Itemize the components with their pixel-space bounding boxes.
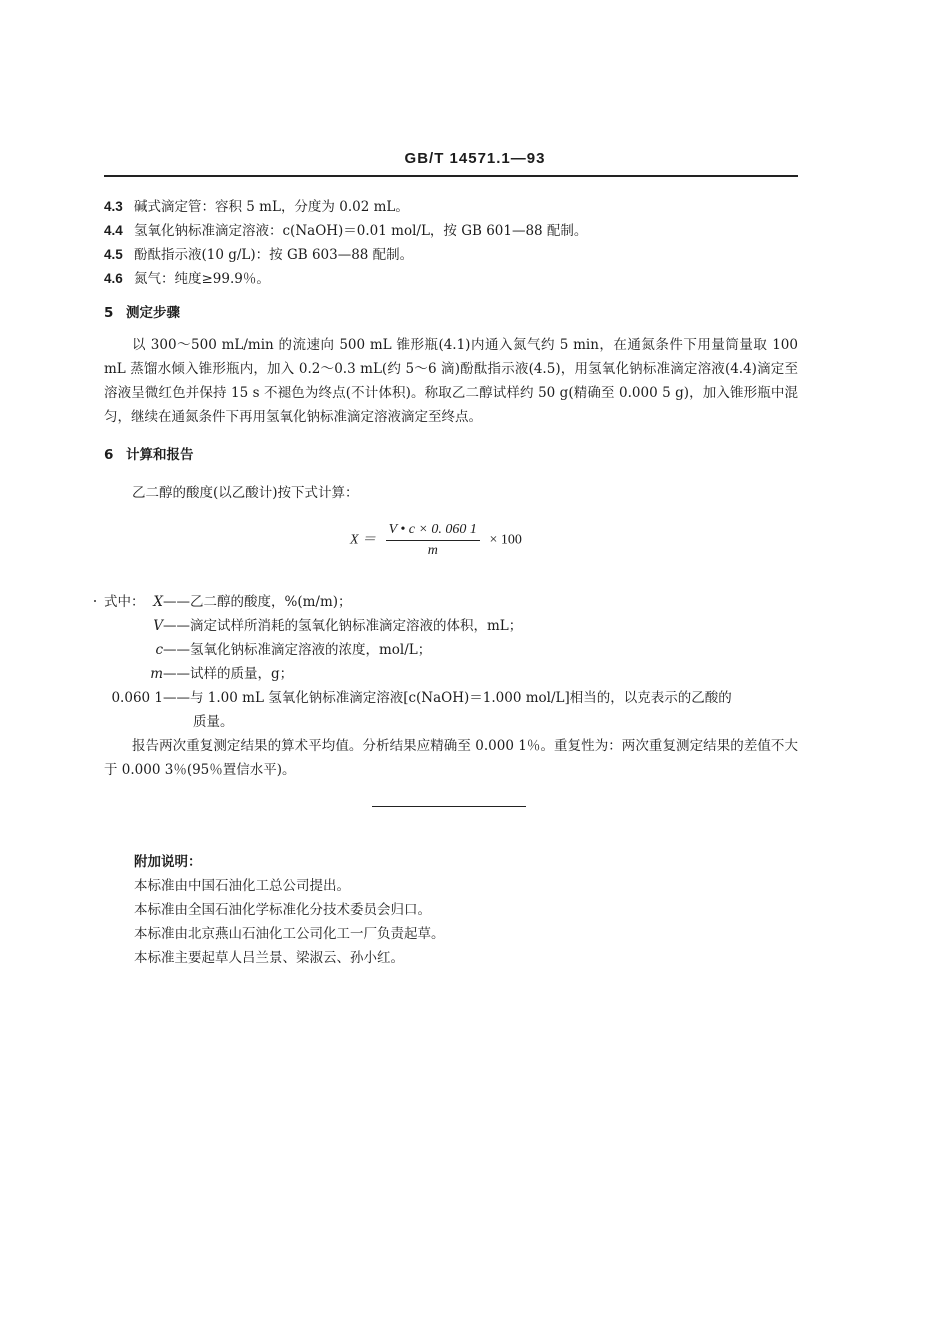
notes-title: 附加说明： <box>134 854 202 870</box>
def-dash: —— <box>163 666 190 682</box>
report-paragraph: 报告两次重复测定结果的算术平均值。分析结果应精确至 0.000 1％。重复性为：两次重复测定结果的差值不大于 0.000 3％(95％置信水平)。 <box>104 738 798 778</box>
item-text: 酚酞指示液(10 g/L)：按 GB 603—88 配制。 <box>134 247 414 263</box>
formula-denominator: m <box>427 543 438 558</box>
section-6-heading <box>104 443 194 463</box>
item-number: 4.5 <box>104 247 123 262</box>
section-number: 5 <box>104 305 114 321</box>
scan-speck <box>94 600 96 602</box>
item-text: 氮气：纯度≥99.9％。 <box>134 271 270 287</box>
formula-intro: 乙二醇的酸度(以乙酸计)按下式计算： <box>132 485 359 501</box>
item-text: 碱式滴定管：容积 5 mL，分度为 0.02 mL。 <box>134 199 409 215</box>
def-symbol: V <box>153 618 163 634</box>
item-4-3 <box>104 195 409 215</box>
def-text: 滴定试样所消耗的氢氧化钠标准滴定溶液的体积，mL； <box>190 618 523 634</box>
section-number: 6 <box>104 447 114 463</box>
def-symbol: m <box>150 666 163 682</box>
definition-x <box>104 590 798 610</box>
definition-m <box>104 662 293 682</box>
end-rule <box>372 806 526 807</box>
def-text: 试样的质量，g； <box>190 666 294 682</box>
def-dash: —— <box>163 642 190 658</box>
where-label: 式中： <box>104 594 145 610</box>
standard-number-header: GB/T 14571.1—93 <box>404 150 546 167</box>
def-text: 与 1.00 mL 氢氧化钠标准滴定溶液[c(NaOH)＝1.000 mol/L]相当的，以克表示的乙酸的 <box>190 690 732 706</box>
section-title: 测定步骤 <box>126 305 180 321</box>
definition-v <box>104 614 522 634</box>
section-title: 计算和报告 <box>126 447 194 463</box>
definition-c <box>104 638 431 658</box>
notes-line: 本标准主要起草人吕兰景、梁淑云、孙小红。 <box>134 950 404 966</box>
item-text: 氢氧化钠标准滴定溶液：c(NaOH)＝0.01 mol/L，按 GB 601—88 配制。 <box>134 223 588 239</box>
item-number: 4.6 <box>104 271 123 286</box>
notes-line: 本标准由北京燕山石油化工公司化工一厂负责起草。 <box>134 926 445 942</box>
notes-line: 本标准由全国石油化学标准化分技术委员会归口。 <box>134 902 431 918</box>
formula-numerator: V • c × 0. 060 1 <box>386 522 480 541</box>
def-symbol: c <box>155 642 163 658</box>
header-rule <box>104 175 798 177</box>
item-number: 4.3 <box>104 199 123 214</box>
notes-line: 本标准由中国石油化工总公司提出。 <box>134 878 350 894</box>
definition-constant <box>104 686 732 706</box>
formula-lhs: X ＝ <box>350 532 377 548</box>
def-symbol: X <box>153 594 163 610</box>
definition-constant-cont: 质量。 <box>193 714 234 730</box>
item-number: 4.4 <box>104 223 123 238</box>
section-5-body: 以 300～500 mL/min 的流速向 500 mL 锥形瓶(4.1)内通入氮气约 5 min，在通氮条件下用量筒量取 100 mL 蒸馏水倾入锥形瓶内，加入 0.2～0.3 mL(约 5～6 滴)酚酞指示液(4.5)，用氢氧化钠标准滴定溶液(4.4)滴定至溶液呈微红色并保持 15 s 不褪色为终点(不计体积)。称取乙二醇试样约 50 g(精确至 0.000 5 g)，加入锥形瓶中混匀，继续在通氮条件下再用氢氧化钠标准滴定溶液滴定至终点。 <box>104 337 798 425</box>
def-symbol: 0.060 1 <box>111 690 163 706</box>
item-4-4 <box>104 219 587 239</box>
def-text: 乙二醇的酸度，%(m/m)； <box>190 594 352 610</box>
item-4-6 <box>104 267 270 287</box>
item-4-5 <box>104 243 413 263</box>
def-dash: —— <box>163 618 190 634</box>
def-text: 氢氧化钠标准滴定溶液的浓度，mol/L； <box>190 642 432 658</box>
formula-rhs: × 100 <box>489 532 522 548</box>
def-dash: —— <box>163 690 190 706</box>
acidity-formula <box>350 522 522 559</box>
formula-fraction <box>386 522 480 559</box>
section-5-heading <box>104 301 180 321</box>
def-dash: —— <box>163 594 190 610</box>
